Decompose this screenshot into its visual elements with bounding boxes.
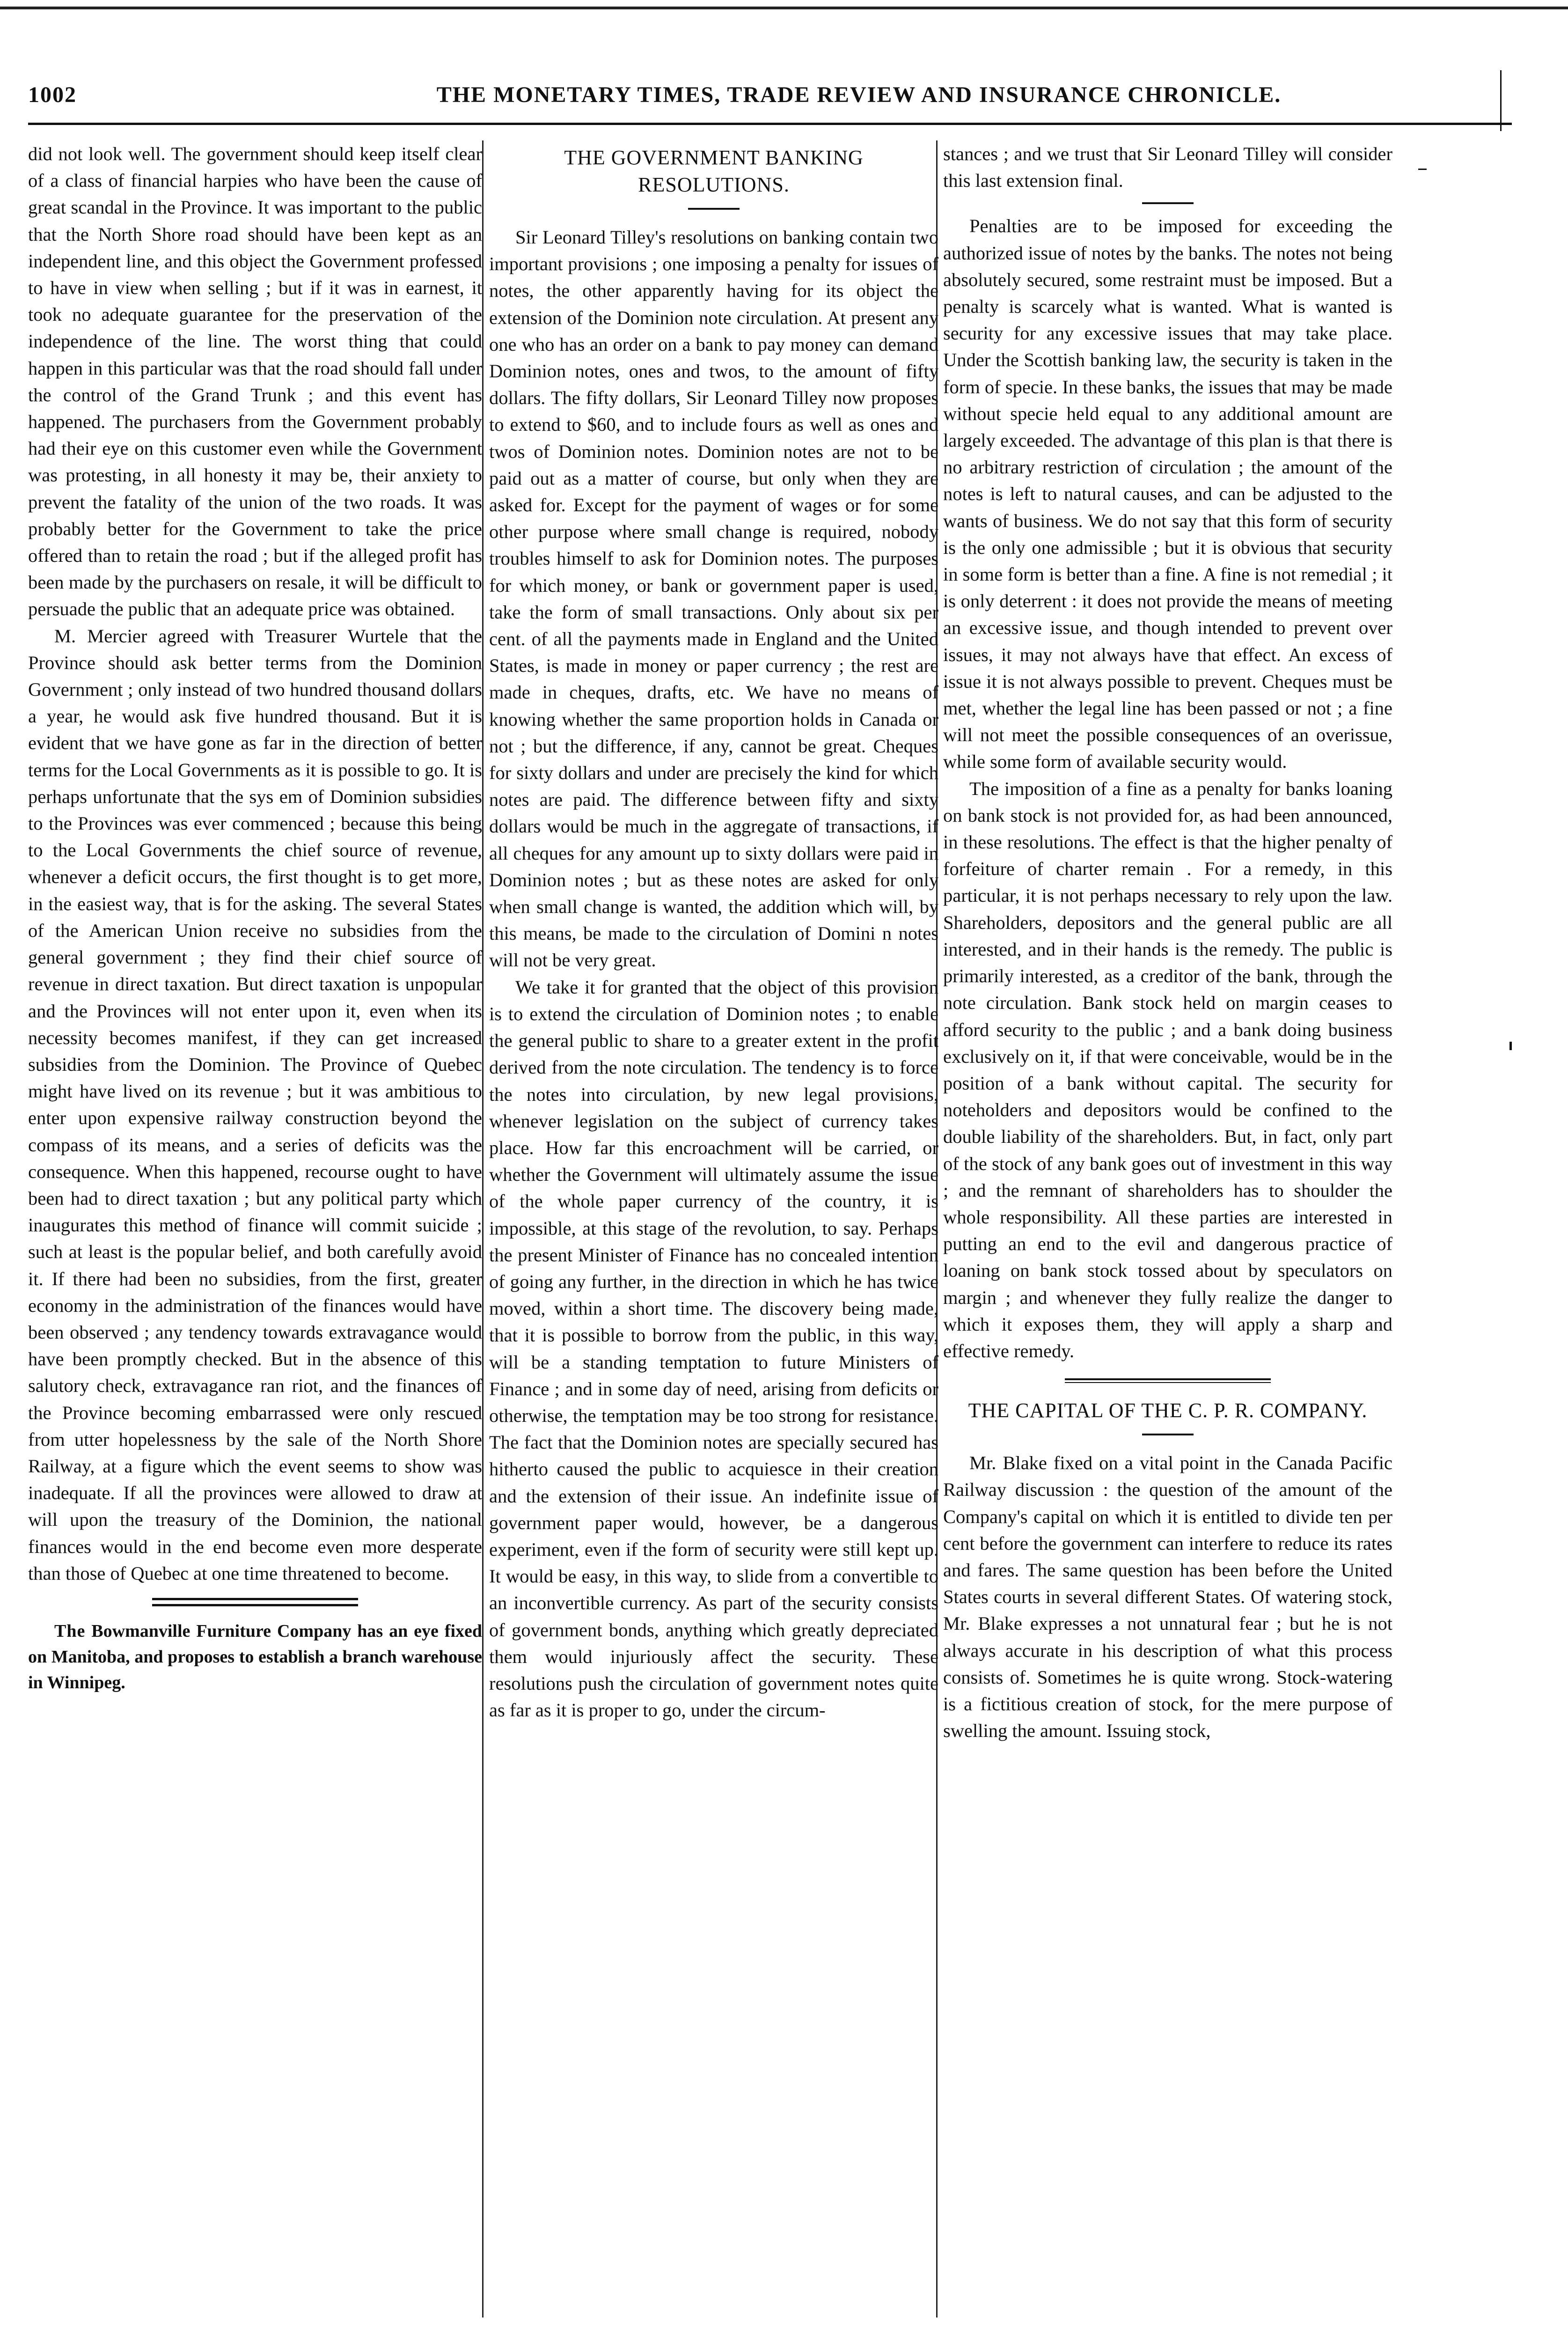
article-paragraph: The imposition of a fine as a penalty for banks loaning on bank stock is not provided for, as had been announced, in these resolutions. The effect is that the higher penalty of forfeiture of charter remain . For a remedy, in this particular, it is not perhaps necessary to rely upon the law. Shareholders, depositors and the general public are all interested, and in their hands is the remedy. The public is primarily interested, as a creditor of the bank, through the note circulation. Bank stock held on margin ceases to afford security to the public ; and a bank doing business exclusively on it, if that were conceivable, would be in the position of a bank without capital. The security for noteholders and depositors would be confined to the double liability of the shareholders. But, in fact, only part of the stock of any bank goes out of investment in this way ; and the remnant of shareholders has to shoulder the whole responsibility. All these parties are interested in putting an end to the evil and dangerous practice of loaning on bank stock tossed about by speculators on margin ; and whenever they fully realize the danger to which it exposes them, they will apply a sharp and effective remedy. bbox=[943, 778, 1392, 1361]
margin-mark bbox=[1509, 1042, 1512, 1050]
column-divider bbox=[482, 140, 484, 2317]
article-paragraph: Penalties are to be imposed for exceeding the authorized issue of notes by the banks. The notes not being absolutely secured, some restraint must be imposed. But a penalty is scarcely what is wanted. What is wanted is security for any excessive issues that may take place. Under the Scottish banking law, the security is taken in the form of specie. In these banks, the issues that may be made without specie held equal to any additional amount are largely exceeded. The advantage of this plan is that there is no arbitrary restriction of circulation ; the amount of the notes is left to natural causes, and can be adjusted to the wants of business. We do not say that this form of security is the only one admissible ; but it is obvious that security in some form is better than a fine. A fine is not remedial ; it is only deterrent : it does not provide the means of meeting an excessive issue, and though intended to prevent over issues, it may not always have that effect. An excess of issue it is not always possible to prevent. Cheques must be met, whether the legal line has been passed or not ; a fine will not meet the possible consequences of an overissue, while some form of available security would. bbox=[943, 215, 1392, 772]
column-1 bbox=[28, 140, 482, 2313]
headline-rule bbox=[1142, 1434, 1194, 1435]
article-headline: THE GOVERNMENT BANKING RESOLUTIONS. bbox=[564, 146, 864, 196]
column-2 bbox=[489, 140, 938, 2313]
headline-rule bbox=[688, 208, 740, 210]
page-header bbox=[28, 82, 1512, 119]
margin-mark bbox=[1500, 70, 1502, 131]
article-paragraph: Sir Leonard Tilley's resolutions on banking contain two important provisions ; one imposing a penalty for issues of notes, the other apparently having for its object the extension of the Dominion note circulation. At present any one who has an order on a bank to pay money can demand Dominion notes, ones and twos, to the amount of fifty dollars. The fifty dollars, Sir Leonard Tilley now proposes to extend to $60, and to include fours as well as ones and twos of Dominion notes. Dominion notes are not to be paid out as a matter of course, but only when they are asked for. Except for the payment of wages or for some other purpose where small change is required, nobody troubles himself to ask for Dominion notes. The purposes for which money, or bank or government paper is used, take the form of small transactions. Only about six per cent. of all the payments made in England and the United States, is made in money or paper currency ; the rest are made in cheques, drafts, etc. We have no means of knowing whether the same proportion holds in Canada or not ; but the difference, if any, cannot be great. Cheques for sixty dollars and under are precisely the kind for which notes are paid. The difference between fifty and sixty dollars would be much in the aggregate of transactions, if all cheques for any amount up to sixty dollars were paid in Dominion notes ; but as these notes are asked for only when small change is wanted, the addition which will, by this means, be made to the circulation of Domini n notes will not be very great. bbox=[489, 227, 938, 971]
section-separator bbox=[1065, 1378, 1271, 1383]
notice-text: Bowmanville Furniture Company has an eye fixed on Manitoba, and proposes to establish a branch warehouse in Winnipeg. bbox=[28, 1621, 482, 1692]
article-paragraph: did not look well. The government should keep itself clear of a class of financial harpies who have been the cause of great scandal in the Province. It was important to the public that the North Shore road should have been kept as an independent line, and this object the Government professed to have in view when selling ; but if it was in earnest, it took no adequate guarantee for the preservation of the independence of the line. The worst thing that could happen in this particular was that the road should fall under the control of the Grand Trunk ; and this event has happened. The purchasers from the Government probably had their eye on this customer even while the Government was protesting, in all honesty it may be, their anxiety to prevent the fatality of the union of the two roads. It was probably better for the Government to take the price offered than to retain the road ; but if the alleged profit has been made by the purchasers on resale, it will be difficult to persuade the public that an adequate price was obtained. bbox=[28, 143, 482, 620]
running-title: THE MONETARY TIMES, TRADE REVIEW AND INSURANCE CHRONICLE. bbox=[436, 82, 1282, 107]
article-paragraph: We take it for granted that the object of this provision is to extend the circulation of Dominion notes ; to enable the general public to share to a greater extent in the profit derived from the note circulation. The tendency is to force the notes into circulation, by new legal provisions, whenever legislation on the subject of currency takes place. How far this encroachment will be carried, or whether the Government will ultimately assume the issue of the whole paper currency of the country, it is impossible, at this stage of the revolution, to say. Perhaps the present Minister of Finance has no concealed intention of going any further, in the direction in which he has twice moved, within a short time. The discovery being made, that it is possible to borrow from the public, in this way, will be a standing temptation to future Ministers of Finance ; and in some day of need, arising from deficits or otherwise, the temptation may be too strong for resistance. The fact that the Dominion notes are specially secured has hitherto caused the public to acquiesce in their creation and the extension of their issue. An indefinite issue of government paper would, however, be a dangerous experiment, even if the form of security were still kept up. It would be easy, in this way, to slide from a convertible to an inconvertible currency. As part of the security consists of government bonds, anything which greatly depreciated them would injuriously affect the security. These resolutions push the circulation of government notes quite as far as it is proper to go, under the circum- bbox=[489, 976, 938, 1721]
section-separator bbox=[152, 1598, 358, 1606]
article-paragraph: M. Mercier agreed with Treasurer Wurtele that the Province should ask better terms from the Dominion Government ; only instead of two hundred thousand dollars a year, he would ask five hundred thousand. But it is evident that we have gone as far in the direction of better terms for the Local Governments as it is possible to go. It is perhaps unfortunate that the sys em of Dominion subsidies to the Provinces was ever commenced ; because this being to the Local Governments the chief source of revenue, whenever a deficit occurs, the first thought is to get more, in the easiest way, that is for the asking. The several States of the American Union receive no subsidies from the general government ; they find their chief source of revenue in direct taxation. But direct taxation is unpopular and the Provinces will not enter upon it, even when its necessity becomes manifest, if they can get increased subsidies from the Dominion. The Province of Quebec might have lived on its revenue ; but it was ambitious to enter upon expensive railway construction beyond the compass of its means, and a series of deficits was the consequence. When this happened, recourse ought to have been had to direct taxation ; but any political party which inaugurates this method of finance will commit suicide ; such at least is the popular belief, and both carefully avoid it. If there had been no subsidies, from the first, greater economy in the administration of the finances would have been observed ; any tendency towards extravagance would have been promptly checked. But in the absence of this salutory check, extravagance ran riot, and the finances of the Province becoming embarrassed were only rescued from utter hopelessness by the sale of the North Shore Railway, at a figure which the event seems to show was inadequate. If all the provinces were allowed to draw at will upon the treasury of the Dominion, the national finances would in the end become even more desperate than those of Quebec at one time threatened to become. bbox=[28, 625, 482, 1584]
column-3 bbox=[943, 140, 1392, 2313]
header-rule bbox=[28, 123, 1512, 125]
article-paragraph: Mr. Blake fixed on a vital point in the Canada Pacific Railway discussion : the question of the amount of the Company's capital on which it is entitled to divide ten per cent before the government can interfere to reduce its rates and fares. The same question has been before the United States courts in several different States. Of watering stock, Mr. Blake expresses a not unnatural fear ; but he is not always accurate in his description of what this process consists of. Sometimes he is quite wrong. Stock-watering is a fictitious creation of stock, for the mere purpose of swelling the amount. Issuing stock, bbox=[943, 1452, 1392, 1742]
notice-lead-word: The bbox=[54, 1621, 86, 1641]
article-headline: THE CAPITAL OF THE C. P. R. COMPANY. bbox=[968, 1399, 1368, 1422]
top-border-rule bbox=[0, 7, 1568, 9]
page-number: 1002 bbox=[28, 82, 77, 107]
paragraph-rule bbox=[1142, 202, 1194, 204]
business-notice bbox=[28, 1618, 482, 1696]
margin-mark bbox=[1418, 169, 1427, 170]
article-paragraph: stances ; and we trust that Sir Leonard Tilley will consider this last extension final. bbox=[943, 143, 1392, 191]
